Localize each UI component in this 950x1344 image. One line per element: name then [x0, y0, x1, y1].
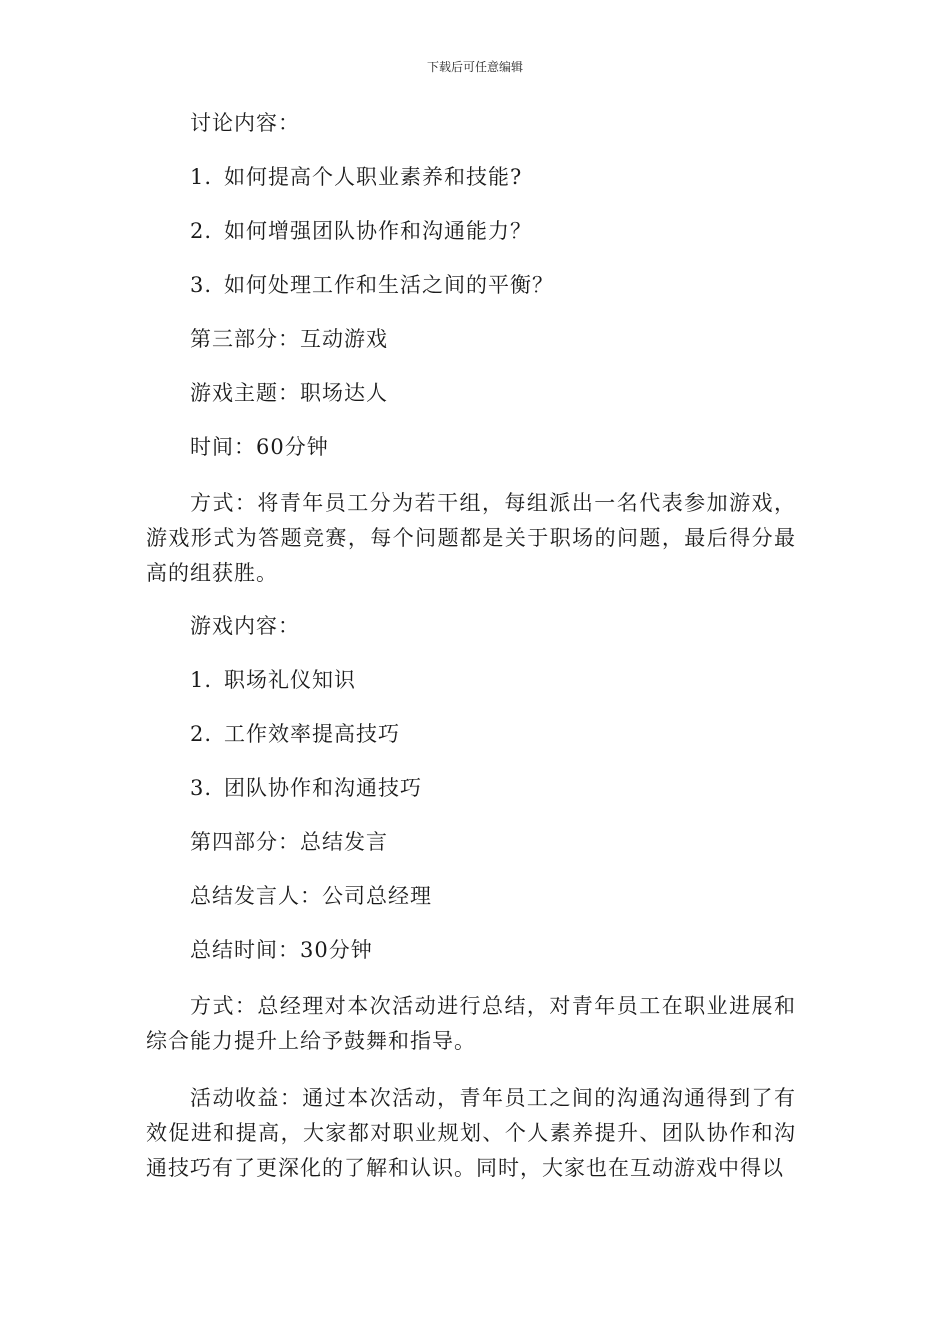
list-number: 3.	[190, 776, 213, 800]
list-number: 2.	[190, 219, 213, 243]
game-item	[146, 719, 796, 749]
part3-heading: 第三部分：互动游戏	[190, 327, 388, 351]
document-body	[146, 108, 796, 1208]
game-method-paragraph: 方式：将青年员工分为若干组，每组派出一名代表参加游戏，游戏形式为答题竞赛，每个问题都是关于职场的问题，最后得分最高的组获胜。	[146, 491, 796, 585]
game-content-title: 游戏内容：	[190, 614, 300, 638]
list-text: 工作效率提高技巧	[224, 722, 400, 746]
list-text: 如何增强团队协作和沟通能力？	[224, 219, 532, 243]
game-item	[146, 665, 796, 695]
discussion-title: 讨论内容：	[190, 111, 300, 135]
list-number: 1.	[190, 668, 213, 692]
list-number: 1.	[190, 165, 213, 189]
list-text: 如何提高个人职业素养和技能?	[224, 165, 523, 189]
list-text: 团队协作和沟通技巧	[224, 776, 422, 800]
page-header: 下载后可任意编辑	[426, 60, 523, 74]
game-theme: 游戏主题：职场达人	[190, 381, 388, 405]
part4-heading: 第四部分：总结发言	[190, 830, 388, 854]
list-number: 2.	[190, 722, 213, 746]
discussion-item	[146, 162, 796, 192]
summary-method-paragraph: 方式：总经理对本次活动进行总结，对青年员工在职业进展和综合能力提升上给予鼓舞和指导。	[146, 994, 796, 1053]
game-time: 时间：60分钟	[190, 435, 329, 459]
list-number: 3.	[190, 273, 213, 297]
discussion-item	[146, 216, 796, 246]
list-text: 如何处理工作和生活之间的平衡？	[224, 273, 554, 297]
benefits-paragraph: 活动收益：通过本次活动，青年员工之间的沟通沟通得到了有效促进和提高，大家都对职业规划、个人素养提升、团队协作和沟通技巧有了更深化的了解和认识。同时，大家也在互动游戏中得以	[146, 1086, 796, 1180]
discussion-item	[146, 270, 796, 300]
summary-speaker: 总结发言人：公司总经理	[190, 884, 432, 908]
list-text: 职场礼仪知识	[224, 668, 356, 692]
summary-time: 总结时间：30分钟	[190, 938, 373, 962]
game-item	[146, 773, 796, 803]
